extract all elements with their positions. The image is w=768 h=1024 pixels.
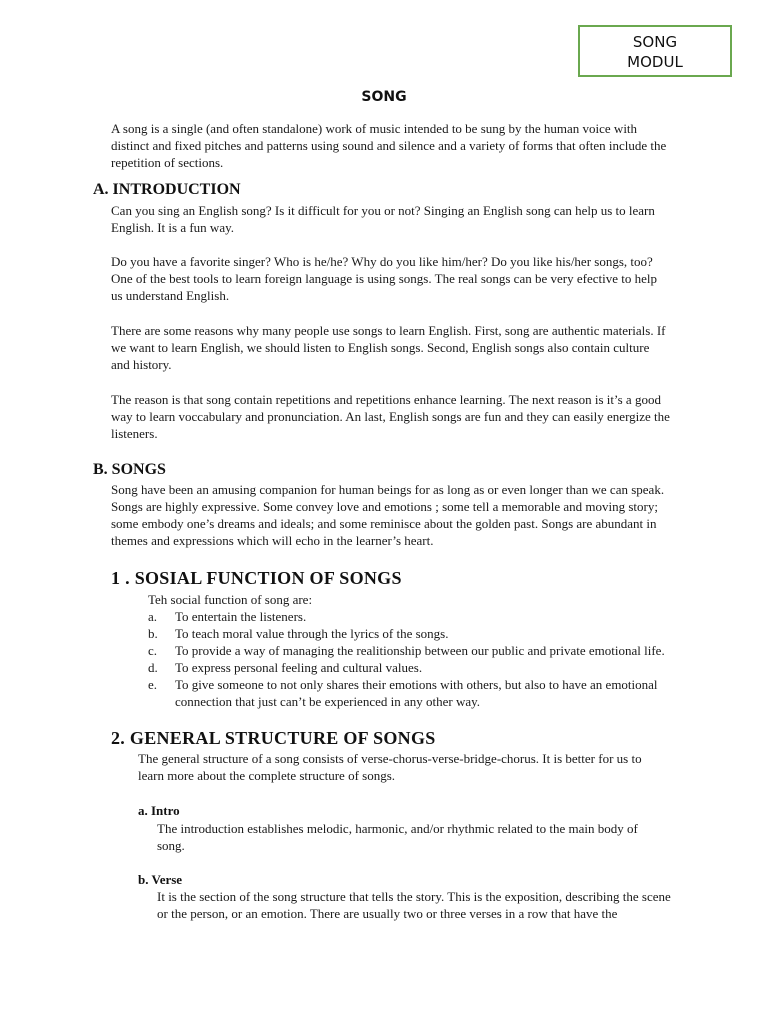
section-a-paragraph-1: Can you sing an English song? Is it difficult for you or not? Singing an English song can help us to learn English. It is a fun way. <box>111 203 655 235</box>
section-a-paragraph-4: The reason is that song contain repetitions and repetitions enhance learning. The next reason is it’s a good way to learn voccabulary and pronunciation. An last, English songs are fun and they can easily energize the listeners. <box>111 392 670 441</box>
intro-description: The introduction establishes melodic, harmonic, and/or rhythmic related to the main body of song. <box>157 821 638 853</box>
section-a-paragraph-2: Do you have a favorite singer? Who is he/he? Why do you like him/her? Do you like his/her songs, too? One of the best tools to learn foreign language is using songs. The real songs can be very efective to help us understand English. <box>111 254 657 303</box>
list-item: c. To provide a way of managing the realitionship between our public and private emotional life. <box>148 643 665 658</box>
section-a-paragraph-3: There are some reasons why many people use songs to learn English. First, song are authentic materials. If we want to learn English, we should listen to English songs. Second, English songs also contain culture and history. <box>111 323 666 372</box>
section-b-paragraph: Song have been an amusing companion for human beings for as long as or even longer than we can speak. Songs are highly expressive. Some convey love and emotions ; some tell a memorable and moving story; some embody one’s dreams and ideals; and some reminisce about the golden past. Songs are abundant in themes and expressions which will echo in the learner’s heart. <box>111 482 665 548</box>
section-2-heading: 2. GENERAL STRUCTURE OF SONGS <box>111 728 436 748</box>
verse-subheading: b. Verse <box>138 872 183 887</box>
intro-subheading: a. Intro <box>138 803 180 818</box>
list-item: e. To give someone to not only shares their emotions with others, but also to have an emotional connection that just can’t be experienced in any other way. <box>148 677 658 709</box>
section-2-paragraph: The general structure of a song consists of verse-chorus-verse-bridge-chorus. It is better for us to learn more about the complete structure of songs. <box>138 751 642 783</box>
social-function-list <box>148 608 668 710</box>
section-a-heading: A. INTRODUCTION <box>93 181 241 198</box>
list-item: b. To teach moral value through the lyrics of the songs. <box>148 626 449 641</box>
section-1-lead: Teh social function of song are: <box>148 592 313 607</box>
badge-line-1: SONG <box>632 33 678 51</box>
list-item: a. To entertain the listeners. <box>148 609 307 624</box>
section-1-heading: 1 . SOSIAL FUNCTION OF SONGS <box>111 568 402 588</box>
badge-line-2: MODUL <box>627 53 683 71</box>
intro-paragraph: A song is a single (and often standalone) work of music intended to be sung by the human voice with distinct and fixed pitches and patterns using sound and silence and a variety of forms that often include the repetition of sections. <box>111 121 667 170</box>
list-item: d. To express personal feeling and cultural values. <box>148 660 423 675</box>
song-modul-badge <box>578 25 732 77</box>
document-title: SONG <box>361 89 407 105</box>
section-b-heading: B. SONGS <box>93 461 166 478</box>
verse-description: It is the section of the song structure that tells the story. This is the exposition, describing the scene or the person, or an emotion. There are usually two or three verses in a row that have the <box>157 889 671 921</box>
